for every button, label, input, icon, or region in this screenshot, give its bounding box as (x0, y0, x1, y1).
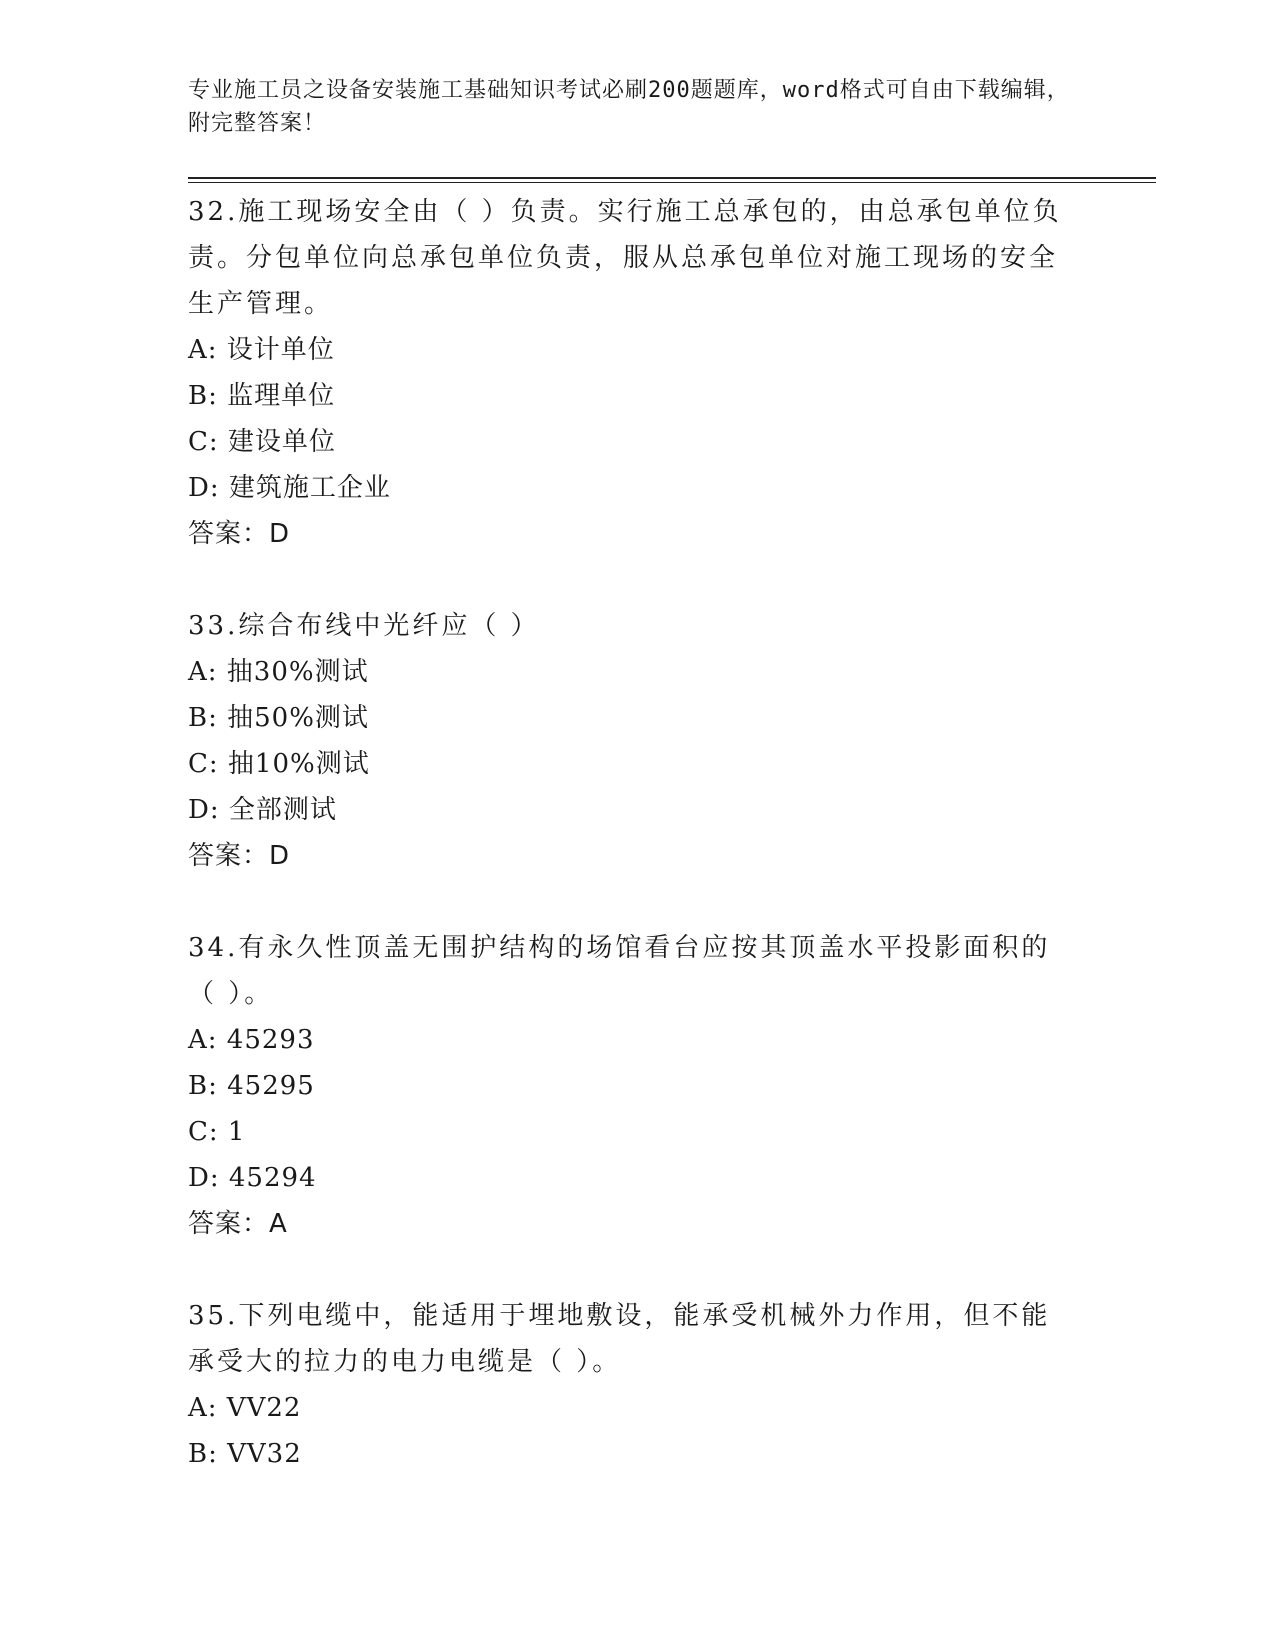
option-d: D: 45294 (188, 1163, 317, 1193)
question-35 (188, 1293, 1088, 1477)
answer-label: 答案：D (188, 841, 291, 871)
option-d: D: 全部测试 (188, 795, 337, 825)
option-a: A: VV22 (188, 1393, 302, 1423)
option-c: C: 抽10%测试 (188, 749, 370, 779)
answer-label: 答案：A (188, 1209, 288, 1239)
answer-label: 答案：D (188, 519, 291, 549)
option-a: A: 45293 (188, 1025, 315, 1055)
option-b: B: 抽50%测试 (188, 703, 369, 733)
question-34 (188, 925, 1088, 1247)
option-b: B: 45295 (188, 1071, 315, 1101)
option-b: B: VV32 (188, 1439, 302, 1469)
question-text: 32.施工现场安全由（ ）负责。实行施工总承包的，由总承包单位负责。分包单位向总承包单位负责，服从总承包单位对施工现场的安全生产管理。 (188, 197, 1062, 319)
question-32 (188, 189, 1088, 557)
option-c: C: 1 (188, 1117, 246, 1147)
question-text: 33.综合布线中光纤应（ ） (188, 611, 540, 641)
question-33 (188, 603, 1088, 879)
question-spacer (188, 1247, 1088, 1293)
header-divider-thin (188, 182, 1156, 183)
question-list (188, 189, 1088, 1477)
option-b: B: 监理单位 (188, 381, 336, 411)
question-spacer (188, 879, 1088, 925)
option-a: A: 设计单位 (188, 335, 335, 365)
option-d: D: 建筑施工企业 (188, 473, 391, 503)
question-spacer (188, 557, 1088, 603)
option-a: A: 抽30%测试 (188, 657, 369, 687)
header-divider-thick (188, 177, 1156, 179)
option-c: C: 建设单位 (188, 427, 336, 457)
question-text: 35.下列电缆中，能适用于埋地敷设，能承受机械外力作用，但不能承受大的拉力的电力电缆是（ ）。 (188, 1301, 1051, 1377)
question-text: 34.有永久性顶盖无围护结构的场馆看台应按其顶盖水平投影面积的（ ）。 (188, 933, 1051, 1009)
document-title: 专业施工员之设备安装施工基础知识考试必刷200题题库，word格式可自由下载编辑，附完整答案！ (188, 78, 1070, 136)
